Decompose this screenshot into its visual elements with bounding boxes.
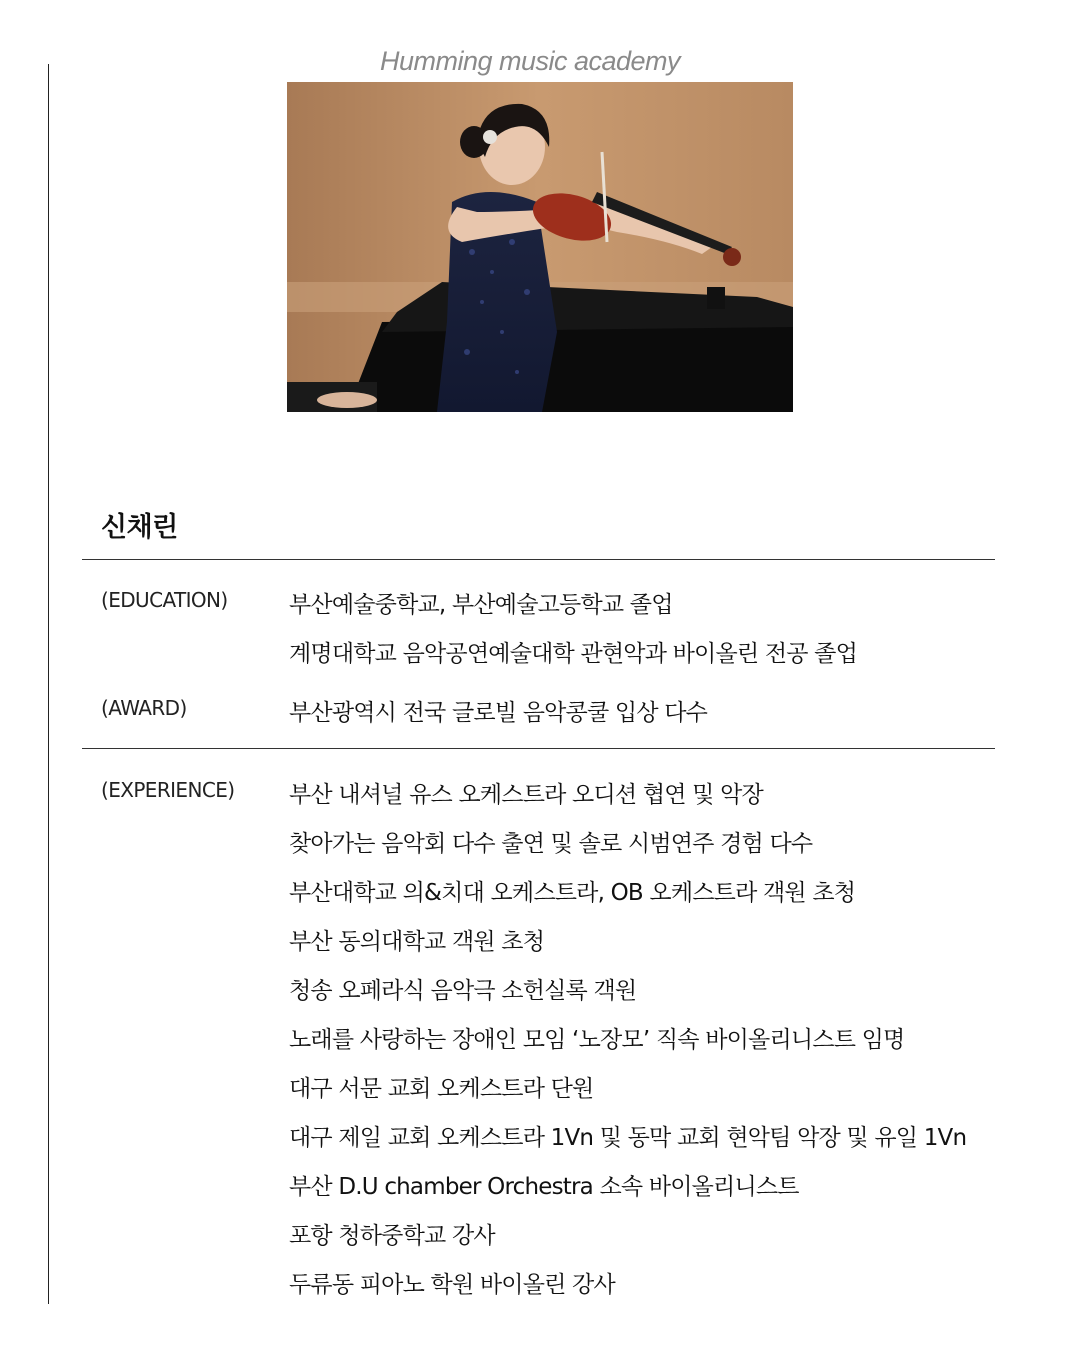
award-label: (AWARD) xyxy=(101,696,187,720)
experience-label: (EXPERIENCE) xyxy=(101,778,235,802)
experience-item: 대구 서문 교회 오케스트라 단원 xyxy=(289,1076,594,1102)
violinist-performing-photo-illustration xyxy=(287,82,793,412)
experience-item: 찾아가는 음악회 다수 출연 및 솔로 시범연주 경험 다수 xyxy=(289,831,813,857)
left-vertical-rule xyxy=(48,64,49,1304)
education-label: (EDUCATION) xyxy=(101,588,228,612)
experience-item: 대구 제일 교회 오케스트라 1Vn 및 동막 교회 현악팀 악장 및 유일 1Vn xyxy=(289,1125,967,1151)
brand-title: Humming music academy xyxy=(379,46,681,76)
education-item: 계명대학교 음악공연예술대학 관현악과 바이올린 전공 졸업 xyxy=(289,641,858,667)
experience-item: 두류동 피아노 학원 바이올린 강사 xyxy=(289,1272,615,1298)
experience-item: 부산 동의대학교 객원 초청 xyxy=(289,929,545,955)
section-divider-top xyxy=(82,559,995,560)
education-item: 부산예술중학교, 부산예술고등학교 졸업 xyxy=(289,592,673,618)
experience-item: 부산 내셔널 유스 오케스트라 오디션 협연 및 악장 xyxy=(289,782,763,808)
experience-item: 청송 오페라식 음악극 소헌실록 객원 xyxy=(289,978,637,1004)
experience-item: 부산대학교 의&치대 오케스트라, OB 오케스트라 객원 초청 xyxy=(289,880,856,906)
award-item: 부산광역시 전국 글로빌 음악콩쿨 입상 다수 xyxy=(289,700,708,726)
experience-item: 부산 D.U chamber Orchestra 소속 바이올리니스트 xyxy=(289,1174,799,1200)
experience-item: 노래를 사랑하는 장애인 모임 ‘노장모’ 직속 바이올리니스트 임명 xyxy=(289,1027,905,1053)
experience-item: 포항 청하중학교 강사 xyxy=(289,1223,495,1249)
section-divider-middle xyxy=(82,748,995,749)
violinist-photo xyxy=(287,82,793,412)
teacher-name: 신채린 xyxy=(101,512,178,543)
